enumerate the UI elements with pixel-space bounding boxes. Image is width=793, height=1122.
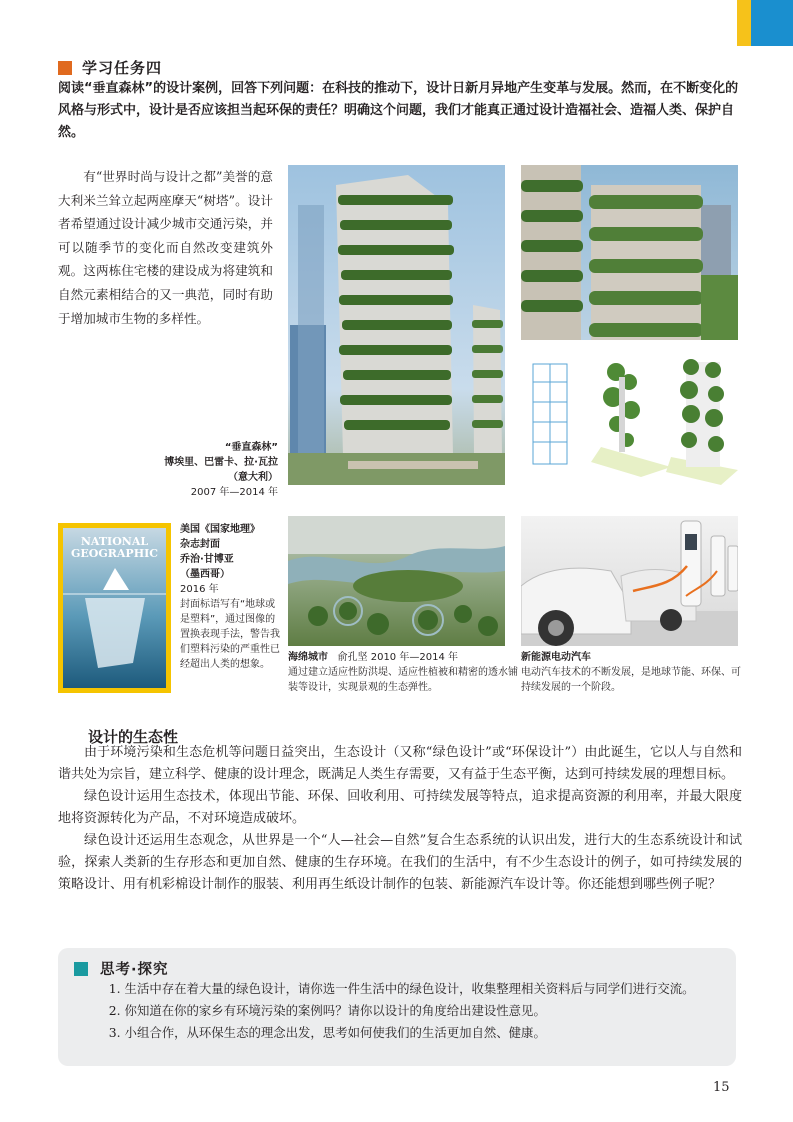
think-explore-heading [74, 958, 169, 979]
section-paragraph-1: 由于环境污染和生态危机等问题日益突出，生态设计（又称“绿色设计”或“环保设计”）由此诞生，它以人与自然和谐共处为宗旨，建立科学、健康的设计理念，既满足人类生存需要，又有益于生态平衡，达到可持续发展的理想目标。 [58, 745, 742, 782]
section-body [58, 742, 742, 896]
sponge-city-description: 通过建立适应性防洪堤、适应性植被和精密的透水铺装等设计，实现景观的生态弹性。 [288, 667, 518, 693]
think-explore-list [84, 978, 724, 1044]
natgeo-masthead: NATIONAL GEOGRAPHIC [71, 535, 158, 560]
vertical-forest-title: “垂直森林” [224, 442, 278, 453]
ev-title: 新能源电动汽车 [521, 652, 591, 663]
natgeo-caption-sub: 杂志封面 [180, 539, 220, 550]
natgeo-designer: 乔治·甘博亚 [180, 554, 234, 565]
natgeo-caption [180, 522, 280, 672]
think-item-1: 1. 生活中存在着大量的绿色设计，请你选一件生活中的绿色设计，收集整理相关资料后与同学们进行交流。 [108, 981, 695, 996]
think-item-3: 3. 小组合作，从环保生态的理念出发，思考如何使我们的生活更加自然、健康。 [108, 1025, 546, 1040]
page-number: 15 [713, 1080, 730, 1095]
vertical-forest-closeup-photo [521, 165, 738, 340]
natgeo-cover-image [63, 528, 166, 688]
natgeo-year: 2016 年 [180, 584, 219, 595]
corner-blue-bar [751, 0, 793, 46]
section-paragraph-2: 绿色设计运用生态技术，体现出节能、环保、回收利用、可持续发展等特点，追求提高资源的利用率，并最大限度地将资源转化为产品，不对环境造成破坏。 [58, 789, 742, 826]
think-square-icon [74, 962, 88, 976]
vertical-forest-diagram [521, 352, 738, 485]
sponge-city-photo [288, 516, 505, 646]
vertical-forest-author: 博埃里、巴雷卡、拉·瓦拉（意大利） [164, 457, 278, 483]
natgeo-description: 封面标语写有“地球或是塑料”，通过图像的置换表现手法，警告我们塑料污染的严重性已经超出人类的想象。 [180, 599, 280, 670]
task-intro-text: 阅读“垂直森林”的设计案例，回答下列问题：在科技的推动下，设计日新月异地产生变革与发展。然而，在不断变化的风格与形式中，设计是否应该担当起环保的责任？明确这个问题，我们才能真正通过设计造福社会、造福人类、保护自然。 [58, 81, 739, 140]
ev-charging-illustration [521, 516, 738, 646]
think-explore-title: 思考·探究 [100, 962, 169, 978]
vertical-forest-photo [288, 165, 505, 485]
corner-yellow-bar [737, 0, 751, 46]
task-intro [58, 78, 742, 144]
task-title: 学习任务四 [82, 59, 163, 77]
natgeo-country: （墨西哥） [180, 569, 230, 580]
sponge-city-caption [288, 650, 518, 695]
section-title: 设计的生态性 [88, 728, 179, 746]
think-item-2: 2. 你知道在你的家乡有环境污染的案例吗？请你以设计的角度给出建设性意见。 [108, 1003, 546, 1018]
vertical-forest-description-text: 有“世界时尚与设计之都”美誉的意大利米兰耸立起两座摩天“树塔”。设计者希望通过设计减少城市交通污染，并可以随季节的变化而自然改变建筑外观。这两栋住宅楼的建设成为将建筑和自然元素相结合的又一典范，同时有助于增加城市生物的多样性。 [58, 169, 273, 326]
vertical-forest-years: 2007 年—2014 年 [190, 487, 278, 498]
natgeo-cover [58, 523, 171, 693]
vertical-forest-caption [150, 440, 278, 500]
ev-caption [521, 650, 741, 695]
vertical-forest-structure-illustration [521, 352, 738, 485]
sponge-city-title: 海绵城市 [288, 652, 328, 663]
ev-charging-photo [521, 516, 738, 646]
iceberg-illustration [63, 528, 166, 688]
vertical-forest-closeup-illustration [521, 165, 738, 340]
sponge-city-illustration [288, 516, 505, 646]
natgeo-caption-title: 美国《国家地理》 [180, 524, 260, 535]
task-heading [58, 57, 162, 78]
sponge-city-author-years: 俞孔坚 2010 年—2014 年 [337, 652, 458, 663]
ev-description: 电动汽车技术的不断发展，是地球节能、环保、可持续发展的一个阶段。 [521, 667, 741, 693]
vertical-forest-description [58, 165, 273, 330]
task-square-icon [58, 61, 72, 75]
vertical-forest-illustration [288, 165, 505, 485]
section-paragraph-3: 绿色设计还运用生态观念，从世界是一个“人—社会—自然”复合生态系统的认识出发，进行大的生态系统设计和试验，探索人类新的生存形态和更加自然、健康的生存环境。在我们的生活中，有不少生态设计的例子，如可持续发展的策略设计、用有机彩棉设计制作的服装、利用再生纸设计制作的包装、新能源汽车设计等。你还能想到哪些例子呢？ [58, 833, 742, 892]
